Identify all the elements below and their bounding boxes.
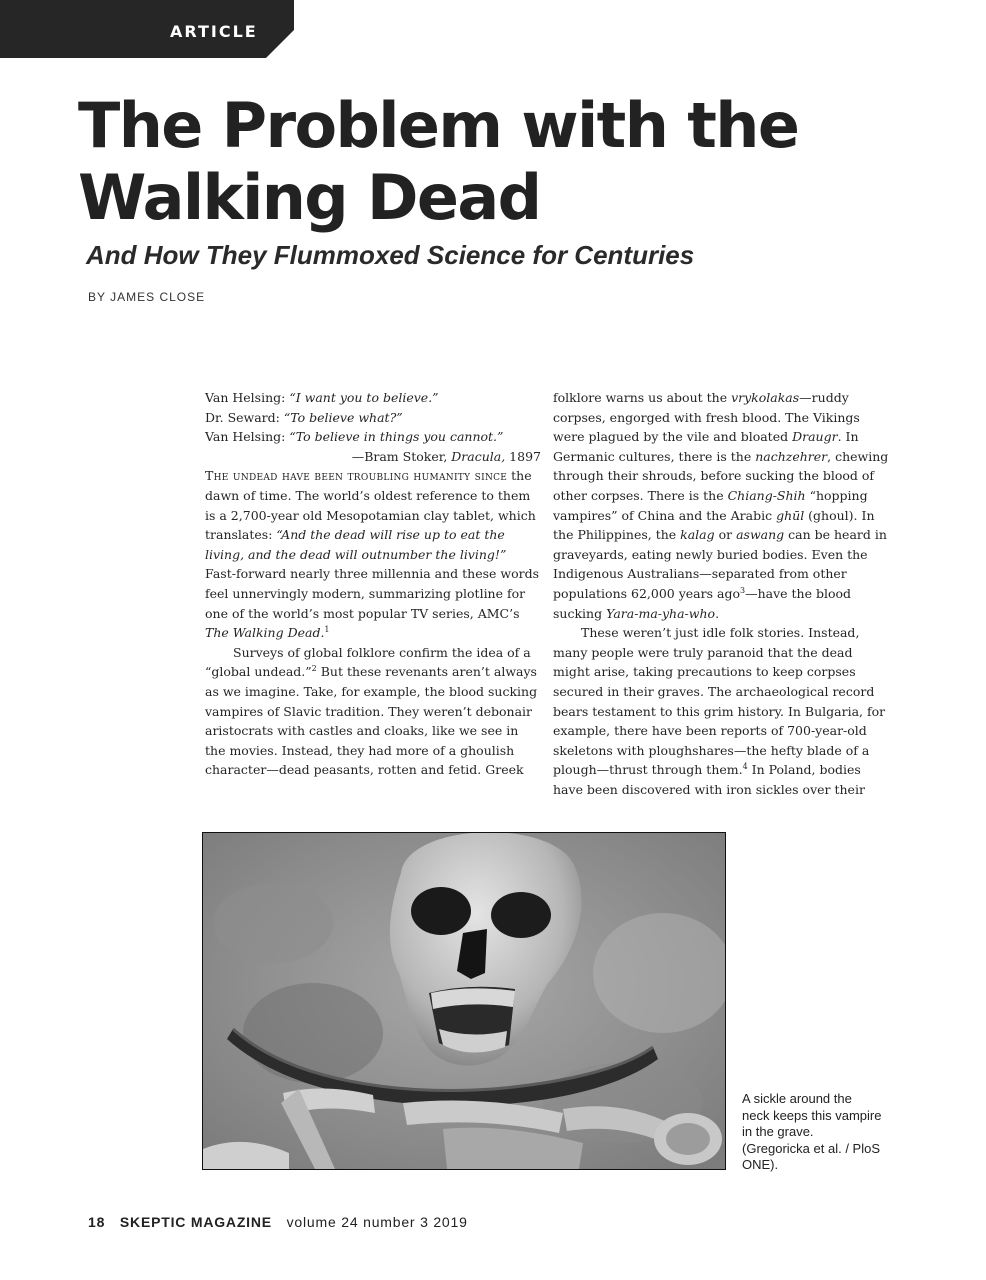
footnote-ref: 3 bbox=[739, 585, 746, 595]
body-column-left bbox=[205, 388, 541, 780]
text-run: the dawn of time. The world’s oldest reference to them is a 2,700-year old Mesopotamian clay tablet, which translates: bbox=[205, 468, 536, 543]
epigraph-quote: “To believe what?” bbox=[283, 409, 403, 425]
text-run: . bbox=[715, 605, 720, 621]
epigraph-line bbox=[205, 408, 541, 428]
footnote-ref: 2 bbox=[311, 664, 317, 674]
body-paragraph bbox=[553, 388, 889, 623]
folklore-term: ghūl bbox=[776, 507, 805, 523]
article-subtitle: And How They Flummoxed Science for Centuries bbox=[86, 240, 695, 270]
text-run: (ghoul). In the Philippines, the bbox=[553, 507, 875, 543]
magazine-name: SKEPTIC MAGAZINE bbox=[119, 1214, 272, 1230]
show-title: The Walking Dead. bbox=[205, 625, 325, 641]
title-line-2: Walking Dead bbox=[78, 161, 541, 234]
body-column-right bbox=[553, 388, 889, 799]
text-run: These weren’t just idle folk stories. Instead, many people were truly paranoid that the dead might arise, taking precautions to keep corpses secured in their graves. The archaeological record bears testament to this grim history. In Bulgaria, for example, there have been reports of 700-year-old skeletons with ploughshares—the hefty blade of a plough—thrust through them. bbox=[553, 625, 886, 778]
epigraph-quote: “To believe in things you cannot.” bbox=[289, 429, 504, 445]
section-tab-label: ARTICLE bbox=[170, 22, 258, 41]
epigraph-speaker: Van Helsing: bbox=[205, 390, 290, 405]
text-run: can be heard in graveyards, eating newly buried bodies. Even the Indigenous Australians—separated from other populations 62,000 years ago bbox=[553, 527, 887, 601]
body-paragraph bbox=[205, 466, 541, 642]
text-run: . In Germanic cultures, there is the bbox=[553, 429, 859, 464]
epigraph-speaker: Dr. Seward: bbox=[205, 409, 284, 425]
text-run: Fast-forward nearly three millennia and these words feel unnervingly modern, summarizing plotline for one of the world’s most popular TV series, AMC’s bbox=[205, 566, 540, 621]
title-line-1: The Problem with the bbox=[78, 89, 799, 162]
folklore-term: kalag bbox=[680, 527, 715, 543]
text-run: But these revenants aren’t always as we imagine. Take, for example, the blood sucking vampires of Slavic tradition. They weren’t debonair aristocrats with castles and cloaks, like we see in the movies. Instead, they had more of a ghoulish character—dead peasants, rotten and fetid. Greek bbox=[205, 664, 538, 778]
epigraph-attribution bbox=[205, 447, 541, 467]
text-run: In Poland, bodies have been discovered with iron sickles over their bbox=[553, 762, 865, 797]
text-run: —ruddy corpses, engorged with fresh blood. The Vikings were plagued by the vile and bloated bbox=[553, 390, 860, 445]
article-title bbox=[78, 90, 958, 234]
epigraph bbox=[205, 388, 541, 466]
text-run: or bbox=[714, 527, 737, 543]
folklore-term: nachzehrer bbox=[755, 448, 828, 464]
footnote-ref: 1 bbox=[324, 624, 330, 634]
folklore-term: vrykolakas bbox=[731, 390, 800, 405]
page-number: 18 bbox=[88, 1214, 106, 1230]
skeleton-photo-image bbox=[203, 833, 725, 1169]
epigraph-line bbox=[205, 427, 541, 447]
footnote-ref: 4 bbox=[742, 762, 748, 772]
lead-in: The undead have been troubling humanity since bbox=[205, 468, 508, 484]
figure-caption: A sickle around the neck keeps this vampire in the grave. (Gregoricka et al. / PloS ONE). bbox=[742, 1091, 882, 1172]
text-run: —have the blood sucking bbox=[553, 585, 852, 621]
text-run: , chewing through their shrouds, before sucking the blood of other corpses. There is the bbox=[553, 448, 889, 503]
text-run: “hopping vampires” of China and the Arabic bbox=[553, 487, 868, 523]
issue-info: volume 24 number 3 2019 bbox=[286, 1214, 468, 1230]
folklore-term: aswang bbox=[736, 527, 785, 543]
attribution-title: Dracula, bbox=[451, 448, 506, 464]
quoted-text: “And the dead will rise up to eat the living, and the dead will outnumber the living!” bbox=[205, 527, 507, 562]
attribution-author: —Bram Stoker, bbox=[351, 448, 452, 464]
epigraph-line bbox=[205, 388, 541, 408]
epigraph-quote: “I want you to believe.” bbox=[289, 390, 439, 405]
byline: BY JAMES CLOSE bbox=[88, 290, 206, 304]
page-footer bbox=[88, 1214, 468, 1230]
text-run: Surveys of global folklore confirm the idea of a “global undead.” bbox=[205, 644, 531, 680]
epigraph-speaker: Van Helsing: bbox=[205, 429, 290, 445]
skeleton-photo bbox=[202, 832, 726, 1170]
body-paragraph bbox=[553, 623, 889, 799]
folklore-term: Draugr bbox=[792, 429, 838, 445]
text-run: folklore warns us about the bbox=[553, 390, 732, 405]
body-paragraph bbox=[205, 643, 541, 780]
folklore-term: Chiang-Shih bbox=[727, 487, 806, 503]
folklore-term: Yara-ma-yha-who bbox=[606, 605, 716, 621]
attribution-year: 1897 bbox=[505, 448, 541, 464]
